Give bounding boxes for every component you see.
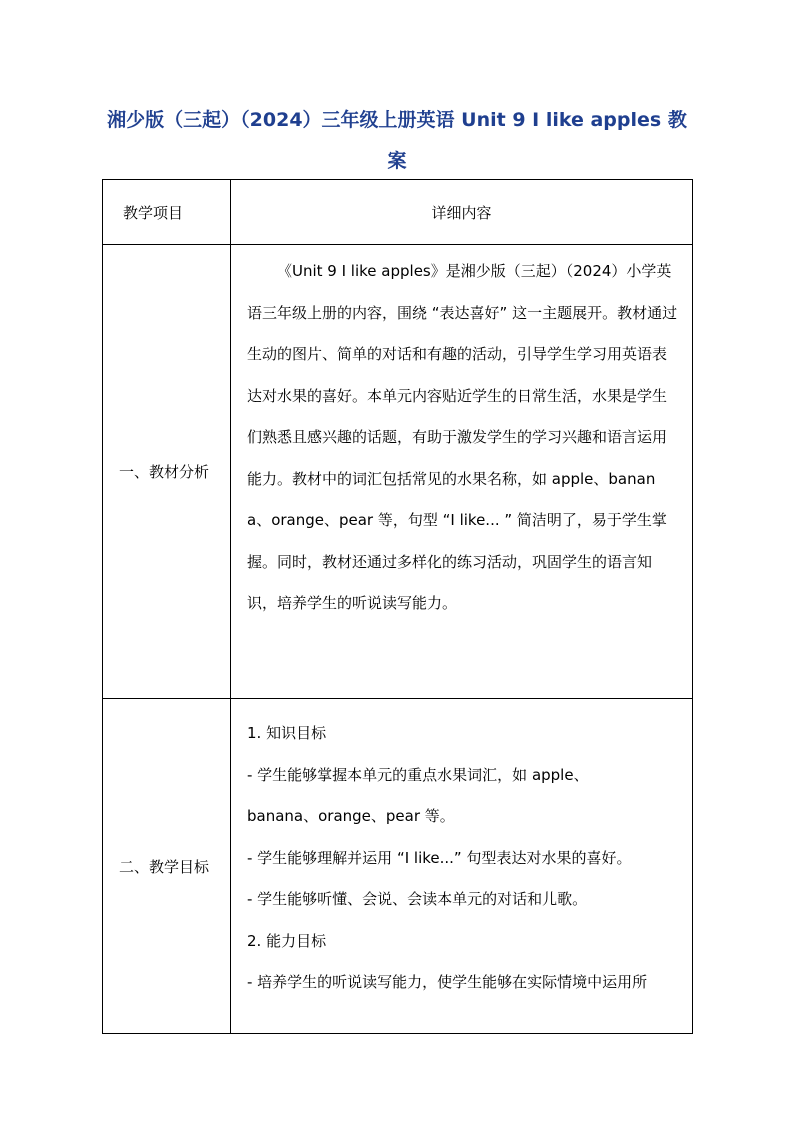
document-title: 湘少版（三起）（2024）三年级上册英语 Unit 9 I like apples 教 (107, 109, 687, 131)
lesson-plan-table (102, 179, 693, 1034)
header-teaching-item: 教学项目 (103, 180, 231, 245)
document-title-continued: 案 (387, 150, 407, 172)
goal-heading-knowledge: 1. 知识目标 (247, 724, 327, 742)
row-label-material-analysis: 一、教材分析 (103, 245, 231, 699)
goal-line: - 培养学生的听说读写能力，使学生能够在实际情境中运用所 (247, 973, 648, 991)
goal-line: - 学生能够理解并运用 “I like...” 句型表达对水果的喜好。 (247, 848, 632, 867)
goal-line: - 学生能够听懂、会说、会读本单元的对话和儿歌。 (247, 890, 588, 908)
header-detail-content: 详细内容 (231, 180, 693, 245)
table-row-teaching-goals (103, 699, 693, 1034)
material-analysis-content (231, 245, 693, 699)
goal-line: - 学生能够掌握本单元的重点水果词汇，如 apple、 (247, 765, 589, 784)
goal-line: banana、orange、pear 等。 (247, 807, 455, 825)
table-header-row (103, 180, 693, 245)
teaching-goals-content (231, 699, 693, 1034)
material-analysis-paragraph: 《Unit 9 I like apples》是湘少版（三起）（2024）小学英语三年级上册的内容，围绕 “表达喜好” 这一主题展开。教材通过生动的图片、简单的对话和有趣的活动，引导学生学习用英语表达对水果的喜好。本单元内容贴近学生的日常生活，水果是学生们熟悉且感兴趣的话题，有助于激发学生的学习兴趣和语言运用能力。教材中的词汇包括常见的水果名称，如 apple、banana、orange、pear 等，句型 “I like... ” 简洁明了，易于学生掌握。同时，教材还通过多样化的练习活动，巩固学生的语言知识，培养学生的听说读写能力。 (247, 262, 678, 612)
row-label-teaching-goals: 二、教学目标 (103, 699, 231, 1034)
table-row-material-analysis (103, 245, 693, 699)
goal-heading-ability: 2. 能力目标 (247, 931, 327, 950)
